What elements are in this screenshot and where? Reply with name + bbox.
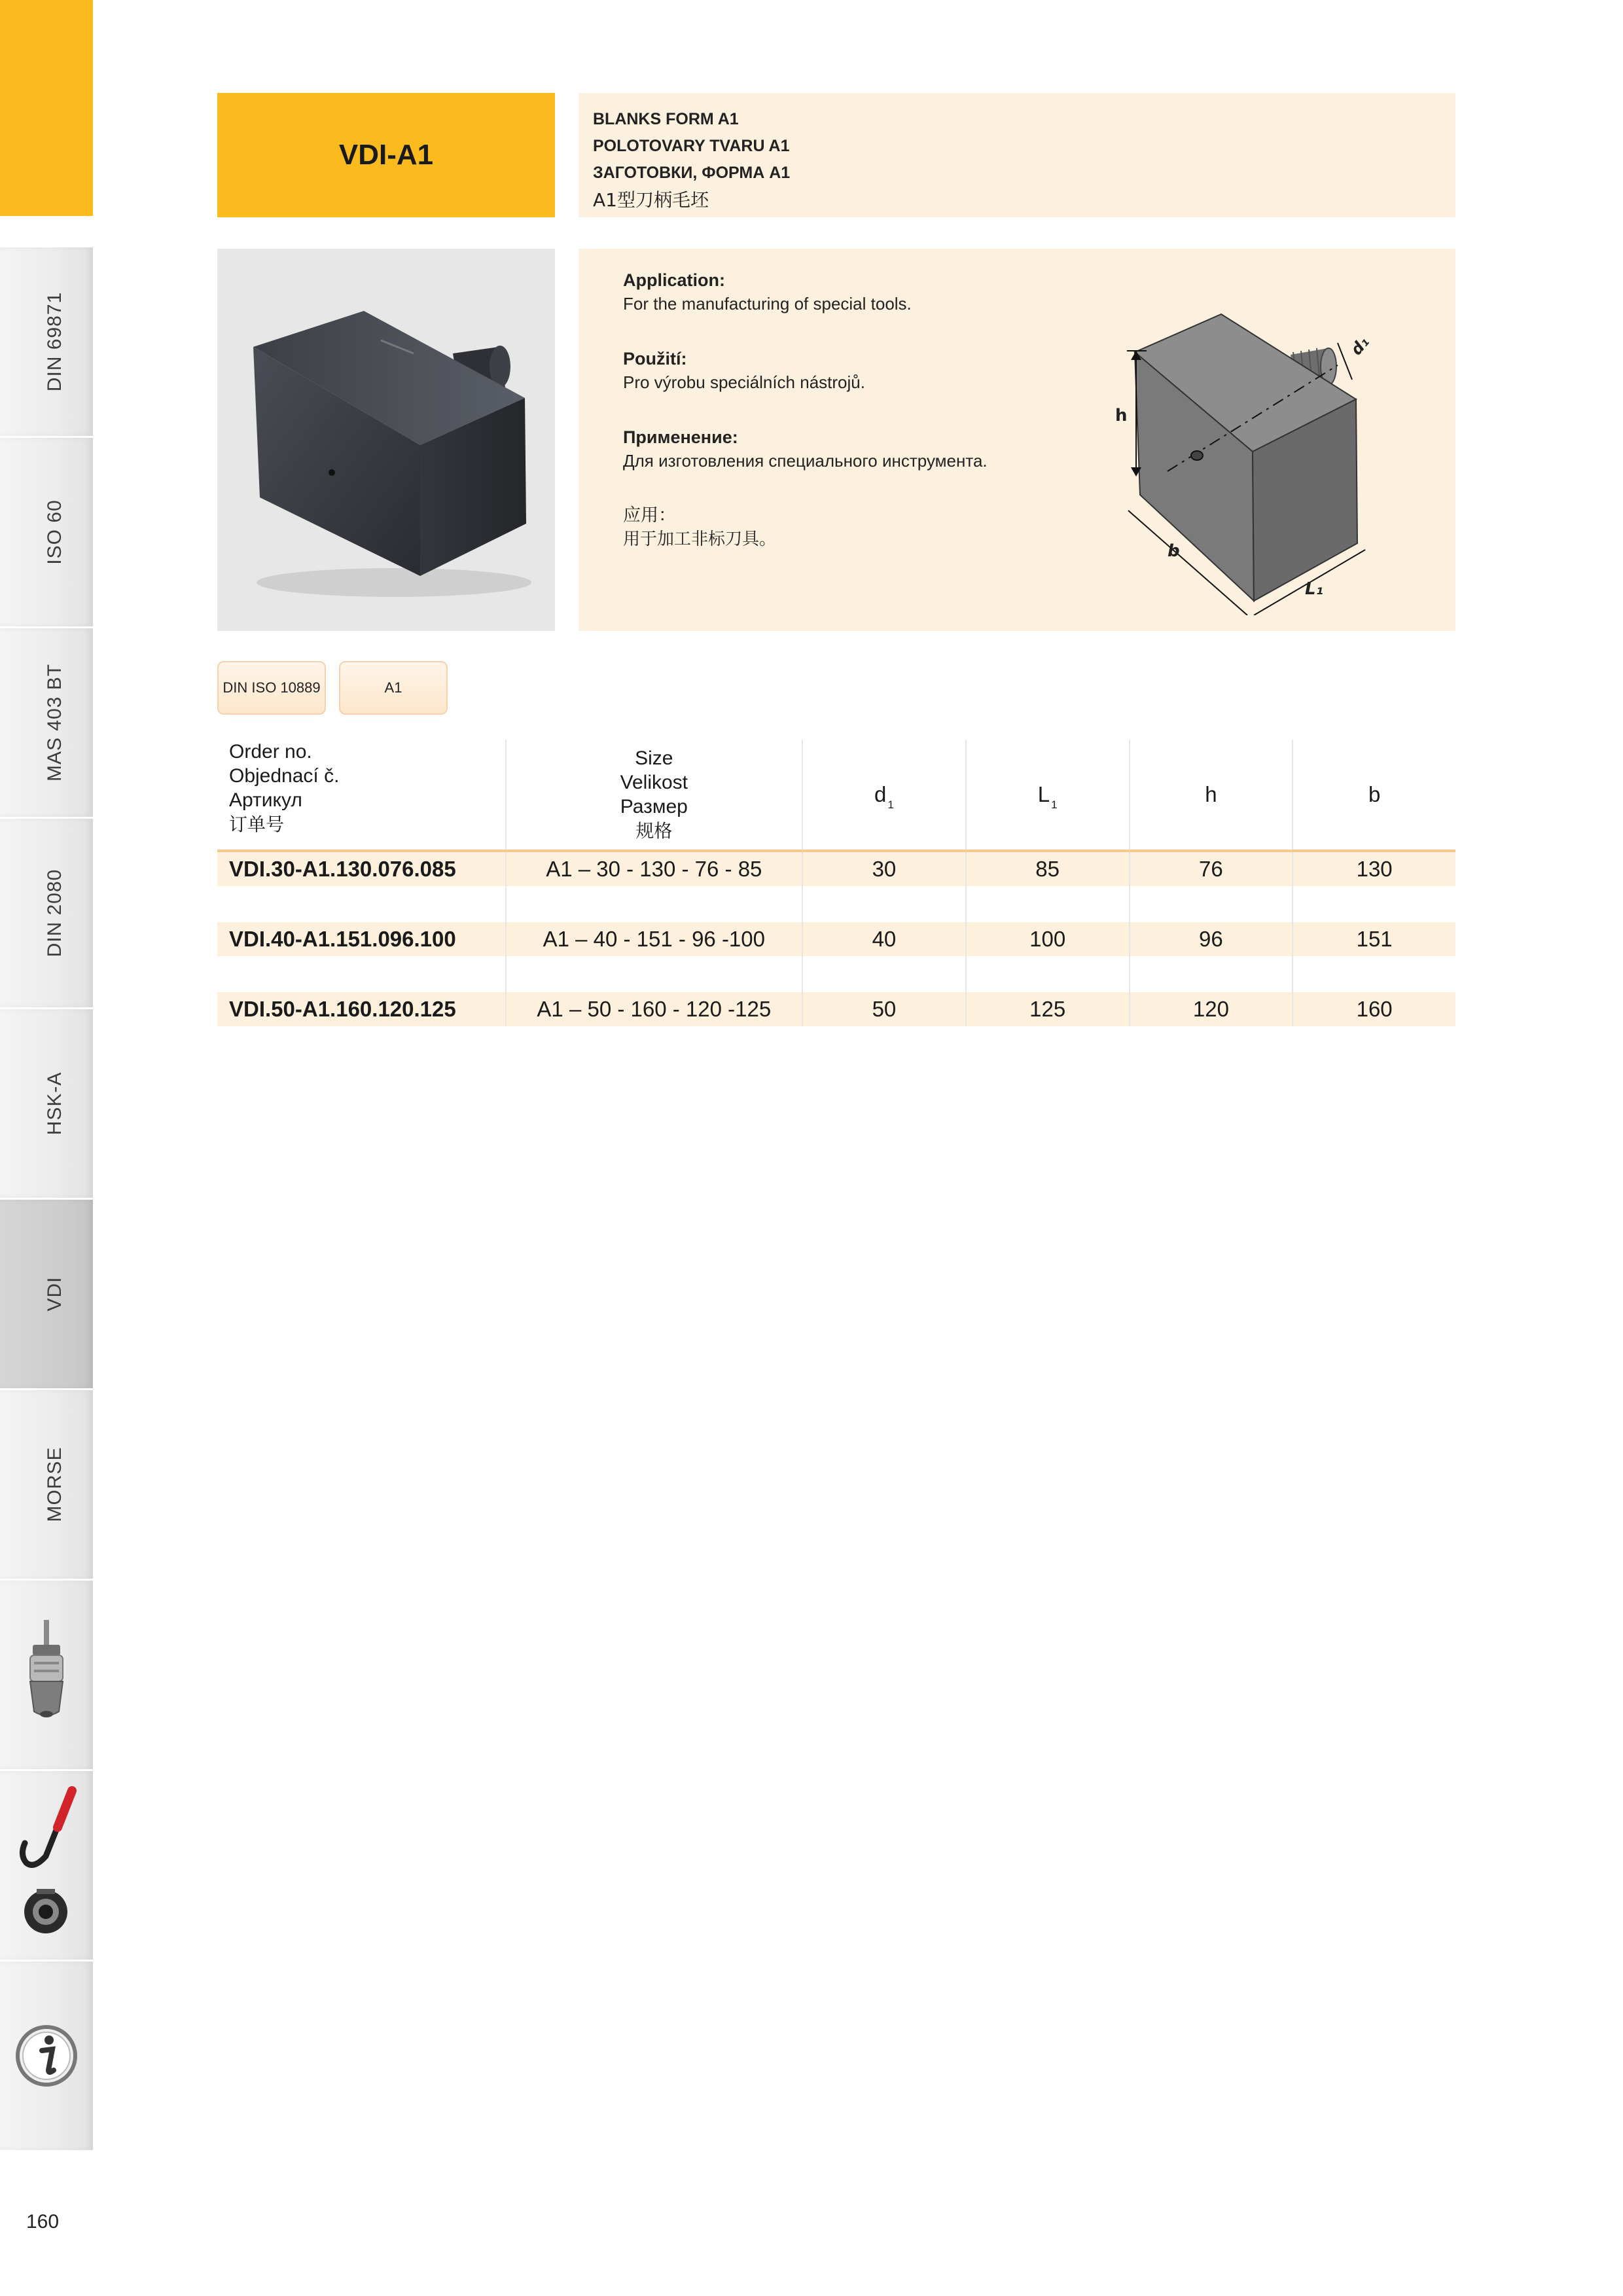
- l1-cell: 100: [965, 922, 1129, 956]
- column-header-l1-sub: 1: [1051, 798, 1058, 811]
- page-number: 160: [26, 2211, 60, 2233]
- sidebar-tab-label: MAS 403 BT: [44, 663, 65, 782]
- size-cell: A1 – 30 - 130 - 76 - 85: [505, 852, 802, 886]
- header-description: [579, 93, 1455, 217]
- order-number-cell: VDI.50-A1.160.120.125: [229, 997, 456, 1021]
- table-spacer-row: [217, 886, 1455, 922]
- sidebar-tab-label: VDI: [44, 1276, 65, 1312]
- sidebar-tab-label: DIN 69871: [44, 291, 65, 392]
- sidebar-tab-label: MORSE: [44, 1446, 65, 1522]
- l1-cell: 125: [965, 992, 1129, 1026]
- application-text-en: For the manufacturing of special tools.: [623, 294, 912, 314]
- application-title-en: Application:: [623, 270, 725, 290]
- header-line-cz: POLOTOVARY TVARU A1: [593, 137, 790, 155]
- application-title-ru: Применение:: [623, 427, 738, 447]
- specification-table: [217, 740, 1455, 1026]
- header-line-ru: ЗАГОТОВКИ, ФОРМА A1: [593, 164, 791, 182]
- b-cell: 160: [1292, 992, 1455, 1026]
- dimension-label-h: h: [1115, 406, 1128, 425]
- column-header-text: Order no.: [229, 741, 312, 762]
- application-text-cz: Pro výrobu speciálních nástrojů.: [623, 372, 865, 392]
- form-chip[interactable]: A1: [339, 661, 448, 715]
- column-header-h: h: [1129, 740, 1293, 850]
- standard-chip[interactable]: DIN ISO 10889: [217, 661, 326, 715]
- sidebar-tab-din-2080[interactable]: [0, 819, 93, 1009]
- sidebar-tab-din-69871[interactable]: [0, 247, 93, 438]
- sidebar-tab-wrench-nut[interactable]: [0, 1771, 93, 1962]
- column-header-text: Size: [635, 747, 673, 769]
- column-header-text: Velikost: [620, 772, 688, 793]
- column-header-text: Objednací č.: [229, 765, 340, 787]
- l1-cell: 85: [965, 852, 1129, 886]
- column-header-text: 规格: [635, 820, 673, 842]
- column-header-l1: [965, 740, 1129, 850]
- h-cell: 76: [1129, 852, 1293, 886]
- sidebar: [0, 0, 93, 2168]
- column-header-l1-main: L: [1037, 782, 1050, 806]
- b-cell: 151: [1292, 922, 1455, 956]
- d1-cell: 50: [802, 992, 965, 1026]
- table-row: [217, 922, 1455, 956]
- column-header-size: [505, 740, 802, 850]
- column-header-text: Размер: [620, 796, 688, 817]
- table-header-row: [217, 740, 1455, 852]
- d1-cell: 30: [802, 852, 965, 886]
- sidebar-tab-drill-chuck[interactable]: [0, 1581, 93, 1771]
- application-title-cz: Použití:: [623, 349, 687, 368]
- dimension-drawing: [1063, 275, 1429, 615]
- h-cell: 96: [1129, 922, 1293, 956]
- sidebar-tab-iso-60[interactable]: [0, 438, 93, 628]
- product-title-box: [217, 93, 555, 217]
- b-cell: 130: [1292, 852, 1455, 886]
- dimension-label-d1: d₁: [1347, 332, 1373, 359]
- column-header-d1: [802, 740, 965, 850]
- size-cell: A1 – 50 - 160 - 120 -125: [505, 992, 802, 1026]
- sidebar-tab-vdi[interactable]: [0, 1200, 93, 1390]
- table-row: [217, 852, 1455, 886]
- column-header-d1-sub: 1: [887, 798, 894, 811]
- sidebar-tab-label: DIN 2080: [44, 869, 65, 958]
- info-icon: [0, 1962, 93, 2150]
- header-line-en: BLANKS FORM A1: [593, 110, 739, 128]
- order-number-cell: VDI.40-A1.151.096.100: [229, 927, 456, 951]
- drill-chuck-icon: [0, 1581, 93, 1769]
- sidebar-tab-mas-403-bt[interactable]: [0, 628, 93, 819]
- sidebar-tab-morse[interactable]: [0, 1390, 93, 1581]
- sidebar-tab-label: ISO 60: [44, 499, 65, 565]
- header-line-cn: A1型刀柄毛坯: [593, 189, 709, 211]
- column-header-b: b: [1292, 740, 1455, 850]
- page-title: VDI-A1: [338, 139, 434, 171]
- blank-block-photo: [217, 249, 555, 631]
- column-header-d1-main: d: [874, 782, 887, 806]
- h-cell: 120: [1129, 992, 1293, 1026]
- column-header-text: 订单号: [229, 814, 285, 835]
- dimension-label-l1: L₁: [1305, 579, 1323, 599]
- sidebar-tab-info[interactable]: [0, 1962, 93, 2152]
- size-cell: A1 – 40 - 151 - 96 -100: [505, 922, 802, 956]
- product-photo: [217, 249, 555, 631]
- application-text-cn: 用于加工非标刀具。: [623, 529, 777, 549]
- column-header-text: Артикул: [229, 789, 302, 811]
- sidebar-tab-label: HSK-A: [44, 1071, 65, 1136]
- d1-cell: 40: [802, 922, 965, 956]
- table-row: [217, 992, 1455, 1026]
- sidebar-tab-hsk-a[interactable]: [0, 1009, 93, 1200]
- table-spacer-row: [217, 956, 1455, 992]
- sidebar-accent-block: [0, 0, 93, 216]
- dimension-label-b: b: [1168, 541, 1180, 561]
- column-header-order: [217, 740, 505, 850]
- application-panel: [579, 249, 1455, 631]
- order-number-cell: VDI.30-A1.130.076.085: [229, 857, 456, 881]
- application-text-ru: Для изготовления специального инструмента.: [623, 451, 988, 471]
- hook-wrench-nut-icon: [0, 1771, 93, 1960]
- application-title-cn: 应用：: [623, 505, 676, 526]
